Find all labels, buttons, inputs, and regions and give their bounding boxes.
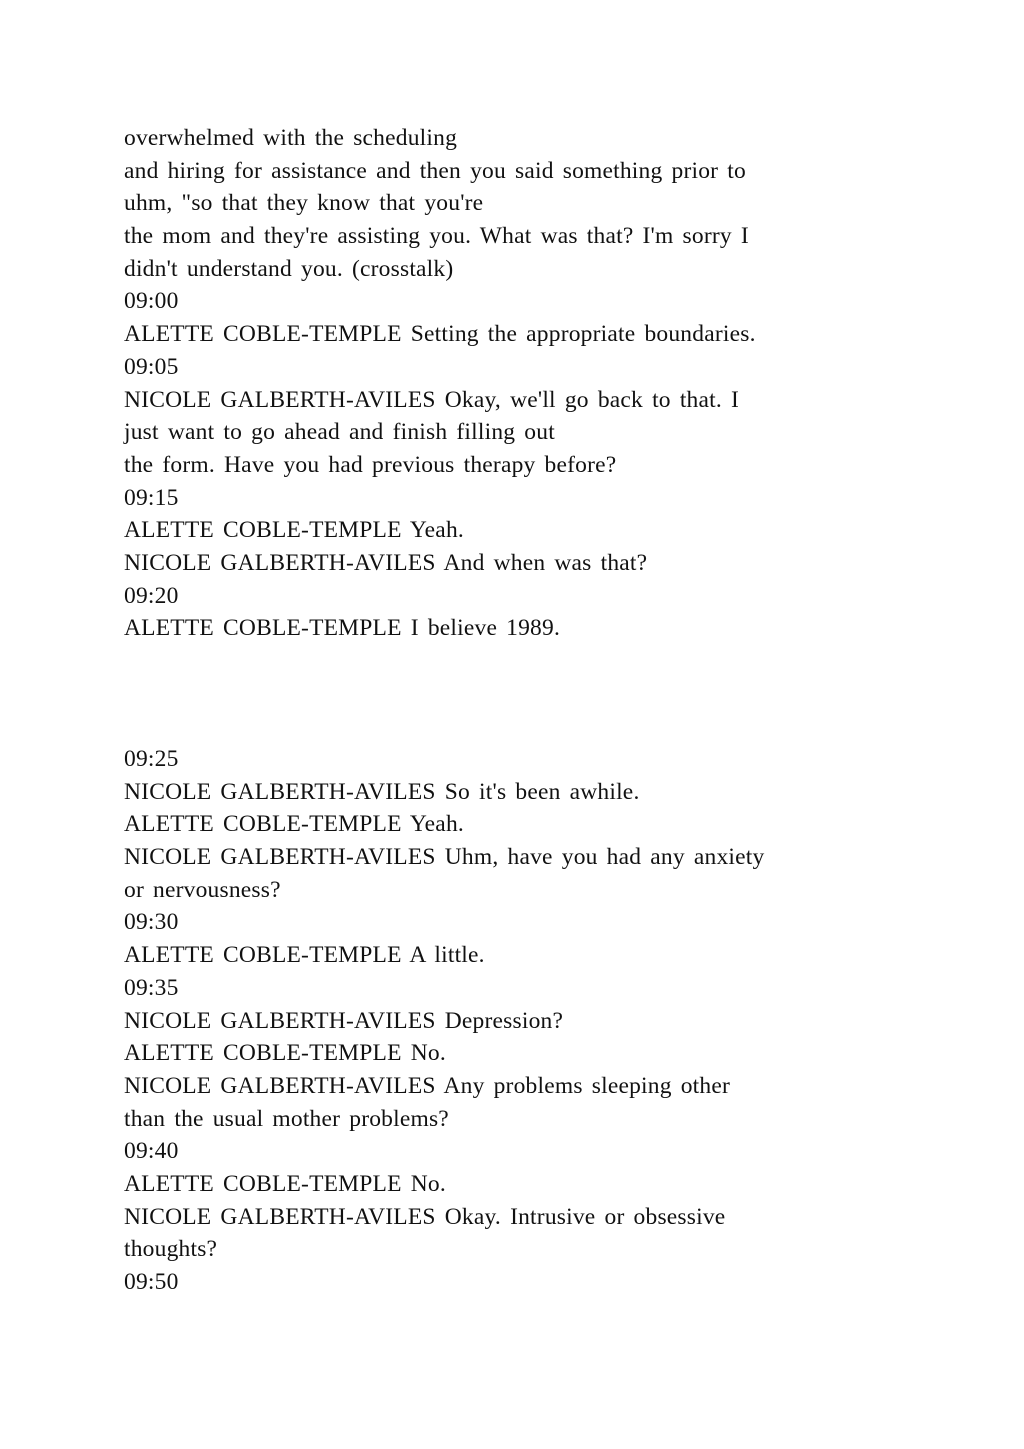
transcript-line: ALETTE COBLE-TEMPLE Setting the appropriate boundaries. bbox=[124, 321, 756, 348]
transcript-line: uhm, "so that they know that you're bbox=[124, 190, 484, 217]
transcript-line: overwhelmed with the scheduling bbox=[124, 125, 458, 151]
transcript-line: NICOLE GALBERTH-AVILES Uhm, have you had any anxiety bbox=[124, 844, 765, 871]
transcript-line: didn't understand you. (crosstalk) bbox=[124, 255, 454, 282]
transcript-line: ALETTE COBLE-TEMPLE Yeah. bbox=[124, 517, 464, 544]
transcript-line: ALETTE COBLE-TEMPLE I believe 1989. bbox=[124, 615, 561, 642]
timestamp: 09:50 bbox=[124, 1269, 179, 1295]
transcript-line: the form. Have you had previous therapy before? bbox=[124, 451, 617, 478]
transcript-line: NICOLE GALBERTH-AVILES Depression? bbox=[124, 1007, 564, 1034]
timestamp: 09:15 bbox=[124, 484, 179, 511]
transcript-line: NICOLE GALBERTH-AVILES Okay, we'll go back to that. I bbox=[124, 386, 740, 413]
timestamp: 09:40 bbox=[124, 1138, 179, 1165]
transcript-line: ALETTE COBLE-TEMPLE No. bbox=[124, 1170, 446, 1197]
transcript-line: or nervousness? bbox=[124, 876, 281, 903]
transcript-line: ALETTE COBLE-TEMPLE No. bbox=[124, 1040, 446, 1067]
transcript-line: NICOLE GALBERTH-AVILES Okay. Intrusive or obsessive bbox=[124, 1203, 726, 1230]
timestamp: 09:00 bbox=[124, 288, 179, 315]
transcript-line: the mom and they're assisting you. What was that? I'm sorry I bbox=[124, 223, 749, 250]
transcript-line: than the usual mother problems? bbox=[124, 1105, 449, 1132]
timestamp: 09:20 bbox=[124, 582, 179, 609]
timestamp: 09:30 bbox=[124, 909, 179, 936]
transcript-line: NICOLE GALBERTH-AVILES And when was that? bbox=[124, 549, 648, 576]
transcript-line: thoughts? bbox=[124, 1236, 218, 1263]
timestamp: 09:05 bbox=[124, 353, 179, 380]
transcript-section-two bbox=[124, 743, 904, 1299]
transcript-line: NICOLE GALBERTH-AVILES Any problems sleeping other bbox=[124, 1072, 731, 1099]
timestamp: 09:35 bbox=[124, 974, 179, 1001]
transcript-line: just want to go ahead and finish filling out bbox=[124, 419, 555, 446]
transcript-line: ALETTE COBLE-TEMPLE Yeah. bbox=[124, 811, 464, 838]
timestamp: 09:25 bbox=[124, 746, 179, 772]
transcript-section-one bbox=[124, 122, 904, 645]
transcript-line: NICOLE GALBERTH-AVILES So it's been awhile. bbox=[124, 778, 640, 805]
transcript-line: ALETTE COBLE-TEMPLE A little. bbox=[124, 942, 485, 969]
transcript-line: and hiring for assistance and then you said something prior to bbox=[124, 157, 746, 184]
